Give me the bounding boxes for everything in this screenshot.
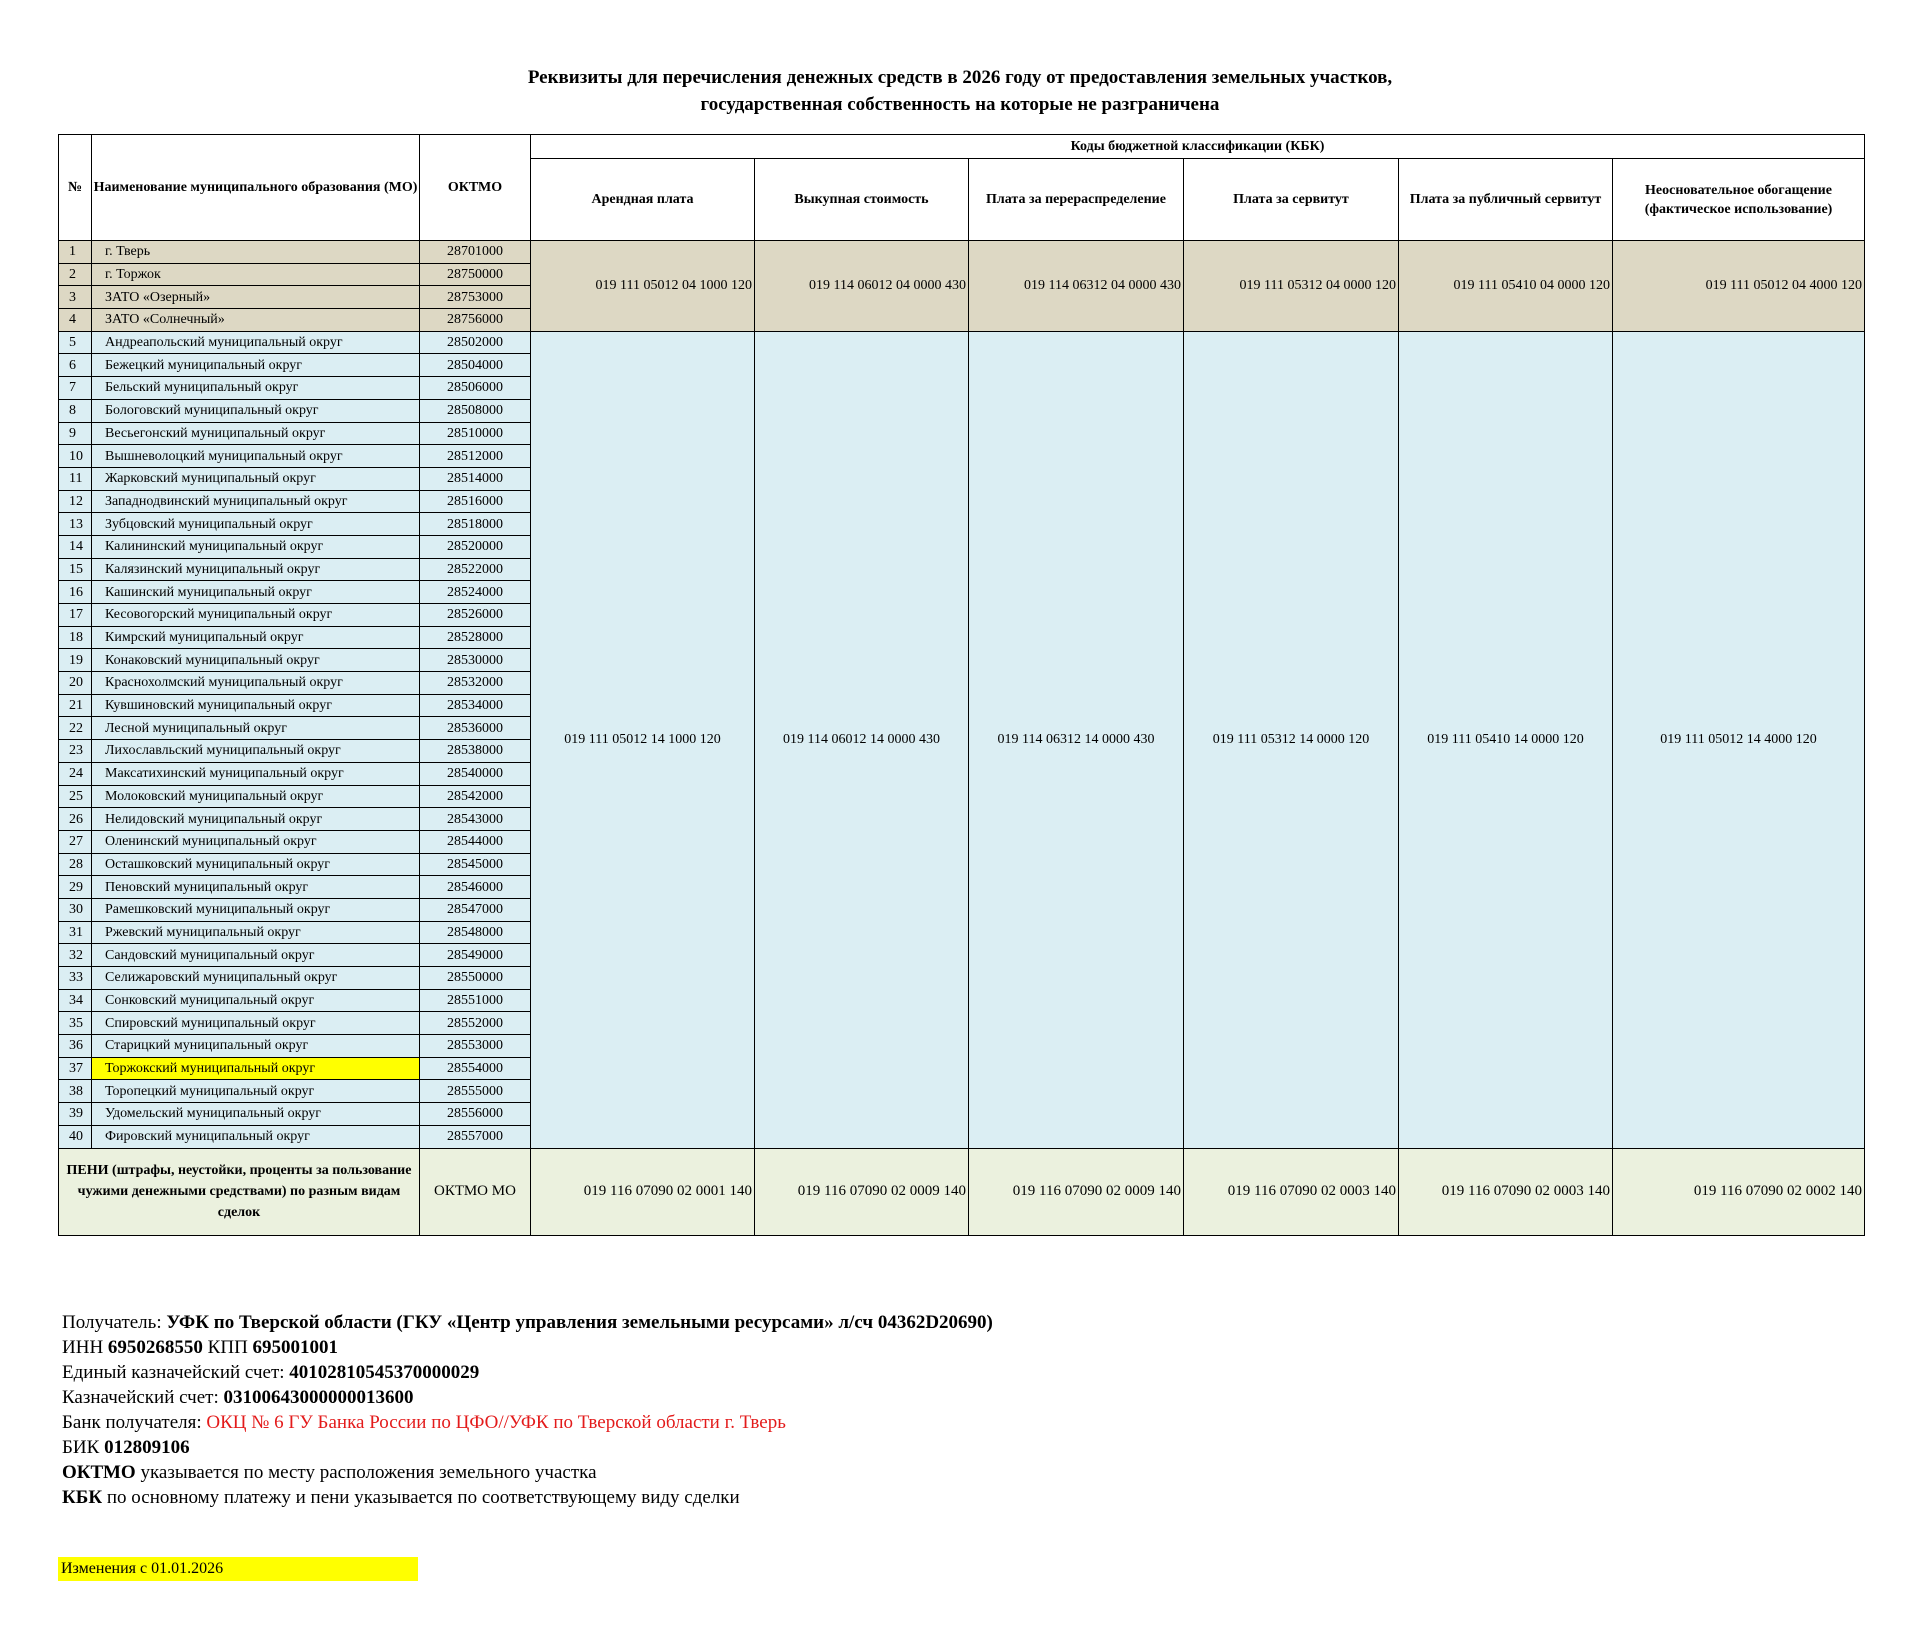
oktmo-code: 28514000 bbox=[420, 467, 531, 490]
header-unjust-enrichment: Неосновательное обогащение (фактическое использование) bbox=[1613, 159, 1865, 241]
mo-name: Удомельский муниципальный округ bbox=[92, 1103, 420, 1126]
row-number: 23 bbox=[59, 740, 92, 763]
mo-name: Калязинский муниципальный округ bbox=[92, 558, 420, 581]
oktmo-code: 28548000 bbox=[420, 921, 531, 944]
oktmo-note-text: указывается по месту расположения земельного участка bbox=[135, 1462, 597, 1483]
row-number: 7 bbox=[59, 377, 92, 400]
oktmo-code: 28538000 bbox=[420, 740, 531, 763]
oktmo-code: 28750000 bbox=[420, 263, 531, 286]
eks-line bbox=[62, 1360, 993, 1385]
bik-line bbox=[62, 1435, 993, 1460]
recipient-line bbox=[62, 1310, 993, 1335]
mo-name: Старицкий муниципальный округ bbox=[92, 1035, 420, 1058]
kpp-label: КПП bbox=[202, 1337, 253, 1358]
oktmo-code: 28554000 bbox=[420, 1057, 531, 1080]
mo-name: Торжокский муниципальный округ bbox=[92, 1057, 420, 1080]
oktmo-code: 28550000 bbox=[420, 967, 531, 990]
ks-value: 03100643000000013600 bbox=[223, 1387, 414, 1408]
kbk-unjust-enrichment: 019 111 05012 14 4000 120 bbox=[1613, 331, 1865, 1148]
row-number: 9 bbox=[59, 422, 92, 445]
oktmo-code: 28552000 bbox=[420, 1012, 531, 1035]
oktmo-code: 28701000 bbox=[420, 241, 531, 264]
kbk-redistribution: 019 114 06312 14 0000 430 bbox=[969, 331, 1184, 1148]
payment-requisites bbox=[62, 1310, 993, 1510]
peni-kbk-easement: 019 116 07090 02 0003 140 bbox=[1184, 1148, 1399, 1235]
row-number: 37 bbox=[59, 1057, 92, 1080]
kbk-note-bold: КБК bbox=[62, 1487, 103, 1508]
row-number: 40 bbox=[59, 1125, 92, 1148]
kbk-unjust-enrichment: 019 111 05012 04 4000 120 bbox=[1613, 241, 1865, 332]
row-number: 1 bbox=[59, 241, 92, 264]
mo-name: Кесовогорский муниципальный округ bbox=[92, 604, 420, 627]
mo-name: Лихославльский муниципальный округ bbox=[92, 740, 420, 763]
oktmo-code: 28502000 bbox=[420, 331, 531, 354]
row-number: 10 bbox=[59, 445, 92, 468]
row-number: 14 bbox=[59, 535, 92, 558]
ks-label: Казначейский счет: bbox=[62, 1387, 224, 1408]
kbk-public-easement: 019 111 05410 14 0000 120 bbox=[1399, 331, 1613, 1148]
oktmo-code: 28518000 bbox=[420, 513, 531, 536]
kbk-rent: 019 111 05012 04 1000 120 bbox=[531, 241, 755, 332]
mo-name: Сонковский муниципальный округ bbox=[92, 989, 420, 1012]
recipient-value: УФК по Тверской области (ГКУ «Центр управления земельными ресурсами» л/сч 04362D20690) bbox=[166, 1312, 993, 1333]
row-number: 15 bbox=[59, 558, 92, 581]
row-number: 4 bbox=[59, 309, 92, 332]
oktmo-code: 28522000 bbox=[420, 558, 531, 581]
mo-name: г. Тверь bbox=[92, 241, 420, 264]
header-rent: Арендная плата bbox=[531, 159, 755, 241]
oktmo-code: 28557000 bbox=[420, 1125, 531, 1148]
oktmo-code: 28553000 bbox=[420, 1035, 531, 1058]
peni-label: ПЕНИ (штрафы, неустойки, проценты за пользование чужими денежными средствами) по разным видам сделок bbox=[59, 1148, 420, 1235]
ks-line bbox=[62, 1385, 993, 1410]
oktmo-code: 28534000 bbox=[420, 694, 531, 717]
oktmo-code: 28543000 bbox=[420, 808, 531, 831]
kbk-public-easement: 019 111 05410 04 0000 120 bbox=[1399, 241, 1613, 332]
row-number: 17 bbox=[59, 604, 92, 627]
bik-value: 012809106 bbox=[104, 1437, 190, 1458]
inn-kpp-line bbox=[62, 1335, 993, 1360]
oktmo-code: 28508000 bbox=[420, 399, 531, 422]
row-number: 33 bbox=[59, 967, 92, 990]
row-number: 11 bbox=[59, 467, 92, 490]
kbk-rent: 019 111 05012 14 1000 120 bbox=[531, 331, 755, 1148]
mo-name: Бологовский муниципальный округ bbox=[92, 399, 420, 422]
row-number: 28 bbox=[59, 853, 92, 876]
oktmo-code: 28526000 bbox=[420, 604, 531, 627]
changes-note: Изменения с 01.01.2026 bbox=[58, 1557, 418, 1581]
table-body bbox=[59, 241, 1865, 1236]
row-number: 5 bbox=[59, 331, 92, 354]
row-number: 8 bbox=[59, 399, 92, 422]
mo-name: Западнодвинский муниципальный округ bbox=[92, 490, 420, 513]
row-number: 19 bbox=[59, 649, 92, 672]
mo-name: Лесной муниципальный округ bbox=[92, 717, 420, 740]
mo-name: г. Торжок bbox=[92, 263, 420, 286]
peni-kbk-public-easement: 019 116 07090 02 0003 140 bbox=[1399, 1148, 1613, 1235]
mo-name: ЗАТО «Солнечный» bbox=[92, 309, 420, 332]
recipient-label: Получатель: bbox=[62, 1312, 167, 1333]
row-number: 32 bbox=[59, 944, 92, 967]
header-kbk-group: Коды бюджетной классификации (КБК) bbox=[531, 135, 1865, 159]
header-num: № bbox=[59, 135, 92, 241]
eks-label: Единый казначейский счет: bbox=[62, 1362, 290, 1383]
row-number: 34 bbox=[59, 989, 92, 1012]
kbk-redistribution: 019 114 06312 04 0000 430 bbox=[969, 241, 1184, 332]
document-title bbox=[0, 64, 1920, 118]
mo-name: Селижаровский муниципальный округ bbox=[92, 967, 420, 990]
oktmo-code: 28510000 bbox=[420, 422, 531, 445]
row-number: 24 bbox=[59, 762, 92, 785]
oktmo-code: 28547000 bbox=[420, 898, 531, 921]
row-number: 12 bbox=[59, 490, 92, 513]
mo-name: Андреапольский муниципальный округ bbox=[92, 331, 420, 354]
bank-label: Банк получателя: bbox=[62, 1412, 207, 1433]
kpp-value: 695001001 bbox=[252, 1337, 339, 1358]
peni-kbk-rent: 019 116 07090 02 0001 140 bbox=[531, 1148, 755, 1235]
row-number: 13 bbox=[59, 513, 92, 536]
row-number: 36 bbox=[59, 1035, 92, 1058]
mo-name: Максатихинский муниципальный округ bbox=[92, 762, 420, 785]
oktmo-note-line bbox=[62, 1460, 993, 1485]
row-number: 30 bbox=[59, 898, 92, 921]
oktmo-code: 28549000 bbox=[420, 944, 531, 967]
bik-label: БИК bbox=[62, 1437, 105, 1458]
title-line-2: государственная собственность на которые не разграничена bbox=[700, 94, 1220, 115]
mo-name: Бежецкий муниципальный округ bbox=[92, 354, 420, 377]
oktmo-code: 28516000 bbox=[420, 490, 531, 513]
oktmo-code: 28540000 bbox=[420, 762, 531, 785]
oktmo-code: 28536000 bbox=[420, 717, 531, 740]
bank-value: ОКЦ № 6 ГУ Банка России по ЦФО//УФК по Тверской области г. Тверь bbox=[206, 1412, 786, 1433]
mo-name: Спировский муниципальный округ bbox=[92, 1012, 420, 1035]
bank-line bbox=[62, 1410, 993, 1435]
row-number: 31 bbox=[59, 921, 92, 944]
mo-name: Рамешковский муниципальный округ bbox=[92, 898, 420, 921]
oktmo-code: 28556000 bbox=[420, 1103, 531, 1126]
kbk-note-line bbox=[62, 1485, 993, 1510]
oktmo-code: 28512000 bbox=[420, 445, 531, 468]
oktmo-code: 28524000 bbox=[420, 581, 531, 604]
oktmo-code: 28545000 bbox=[420, 853, 531, 876]
kbk-buyout: 019 114 06012 04 0000 430 bbox=[755, 241, 969, 332]
mo-name: Кашинский муниципальный округ bbox=[92, 581, 420, 604]
mo-name: Кимрский муниципальный округ bbox=[92, 626, 420, 649]
kbk-note-text: по основному платежу и пени указывается по соответствующему виду сделки bbox=[102, 1487, 740, 1508]
row-number: 39 bbox=[59, 1103, 92, 1126]
mo-name: Калининский муниципальный округ bbox=[92, 535, 420, 558]
row-number: 38 bbox=[59, 1080, 92, 1103]
header-easement: Плата за сервитут bbox=[1184, 159, 1399, 241]
header-public-easement: Плата за публичный сервитут bbox=[1399, 159, 1613, 241]
table-row bbox=[59, 241, 1865, 264]
mo-name: Торопецкий муниципальный округ bbox=[92, 1080, 420, 1103]
row-number: 2 bbox=[59, 263, 92, 286]
oktmo-code: 28530000 bbox=[420, 649, 531, 672]
row-number: 27 bbox=[59, 830, 92, 853]
inn-value: 6950268550 bbox=[107, 1337, 203, 1358]
table-row bbox=[59, 331, 1865, 354]
header-oktmo: ОКТМО bbox=[420, 135, 531, 241]
mo-name: Фировский муниципальный округ bbox=[92, 1125, 420, 1148]
header-redistribution: Плата за перераспределение bbox=[969, 159, 1184, 241]
mo-name: ЗАТО «Озерный» bbox=[92, 286, 420, 309]
peni-row bbox=[59, 1148, 1865, 1235]
mo-name: Нелидовский муниципальный округ bbox=[92, 808, 420, 831]
row-number: 25 bbox=[59, 785, 92, 808]
header-buyout: Выкупная стоимость bbox=[755, 159, 969, 241]
row-number: 16 bbox=[59, 581, 92, 604]
mo-name: Кувшиновский муниципальный округ bbox=[92, 694, 420, 717]
mo-name: Сандовский муниципальный округ bbox=[92, 944, 420, 967]
kbk-table bbox=[58, 134, 1865, 1236]
oktmo-code: 28544000 bbox=[420, 830, 531, 853]
mo-name: Жарковский муниципальный округ bbox=[92, 467, 420, 490]
row-number: 18 bbox=[59, 626, 92, 649]
oktmo-code: 28546000 bbox=[420, 876, 531, 899]
header-mo-name: Наименование муниципального образования (МО) bbox=[92, 135, 420, 241]
kbk-easement: 019 111 05312 04 0000 120 bbox=[1184, 241, 1399, 332]
oktmo-code: 28532000 bbox=[420, 672, 531, 695]
mo-name: Ржевский муниципальный округ bbox=[92, 921, 420, 944]
oktmo-note-bold: ОКТМО bbox=[62, 1462, 136, 1483]
mo-name: Весьегонский муниципальный округ bbox=[92, 422, 420, 445]
oktmo-code: 28753000 bbox=[420, 286, 531, 309]
mo-name: Зубцовский муниципальный округ bbox=[92, 513, 420, 536]
oktmo-code: 28551000 bbox=[420, 989, 531, 1012]
peni-kbk-buyout: 019 116 07090 02 0009 140 bbox=[755, 1148, 969, 1235]
mo-name: Вышневолоцкий муниципальный округ bbox=[92, 445, 420, 468]
mo-name: Осташковский муниципальный округ bbox=[92, 853, 420, 876]
inn-label: ИНН bbox=[62, 1337, 108, 1358]
oktmo-code: 28542000 bbox=[420, 785, 531, 808]
row-number: 22 bbox=[59, 717, 92, 740]
row-number: 21 bbox=[59, 694, 92, 717]
oktmo-code: 28528000 bbox=[420, 626, 531, 649]
oktmo-code: 28506000 bbox=[420, 377, 531, 400]
title-line-1: Реквизиты для перечисления денежных средств в 2026 году от предоставления земельных участков, bbox=[527, 67, 1393, 88]
peni-kbk-redistribution: 019 116 07090 02 0009 140 bbox=[969, 1148, 1184, 1235]
mo-name: Оленинский муниципальный округ bbox=[92, 830, 420, 853]
row-number: 20 bbox=[59, 672, 92, 695]
oktmo-code: 28756000 bbox=[420, 309, 531, 332]
row-number: 6 bbox=[59, 354, 92, 377]
eks-value: 40102810545370000029 bbox=[289, 1362, 480, 1383]
mo-name: Краснохолмский муниципальный округ bbox=[92, 672, 420, 695]
peni-oktmo: ОКТМО МО bbox=[420, 1148, 531, 1235]
row-number: 3 bbox=[59, 286, 92, 309]
mo-name: Конаковский муниципальный округ bbox=[92, 649, 420, 672]
mo-name: Бельский муниципальный округ bbox=[92, 377, 420, 400]
row-number: 29 bbox=[59, 876, 92, 899]
row-number: 26 bbox=[59, 808, 92, 831]
oktmo-code: 28555000 bbox=[420, 1080, 531, 1103]
peni-kbk-unjust-enrichment: 019 116 07090 02 0002 140 bbox=[1613, 1148, 1865, 1235]
mo-name: Молоковский муниципальный округ bbox=[92, 785, 420, 808]
oktmo-code: 28504000 bbox=[420, 354, 531, 377]
kbk-buyout: 019 114 06012 14 0000 430 bbox=[755, 331, 969, 1148]
oktmo-code: 28520000 bbox=[420, 535, 531, 558]
row-number: 35 bbox=[59, 1012, 92, 1035]
mo-name: Пеновский муниципальный округ bbox=[92, 876, 420, 899]
kbk-easement: 019 111 05312 14 0000 120 bbox=[1184, 331, 1399, 1148]
